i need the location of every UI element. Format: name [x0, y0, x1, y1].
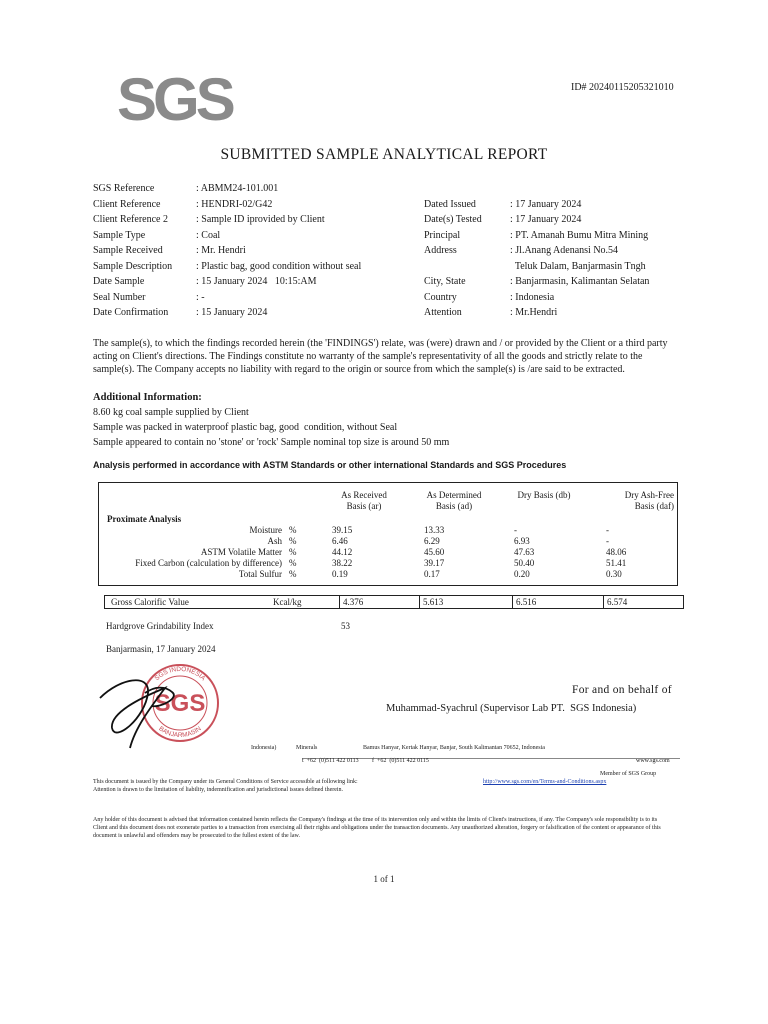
- meta-row: [0, 274, 768, 289]
- meta-value: : Indonesia: [510, 291, 555, 303]
- meta-value: : Sample ID iprovided by Client: [196, 214, 325, 225]
- meta-value: Teluk Dalam, Banjarmasin Tngh: [510, 260, 646, 272]
- value-ad: 6.29: [424, 536, 440, 546]
- value-ar: 6.46: [332, 536, 348, 546]
- gcv-label: Gross Calorific Value: [111, 597, 189, 607]
- hgi-label: Hardgrove Grindability Index: [106, 621, 214, 631]
- meta-row: [0, 243, 768, 258]
- meta-row: [0, 305, 768, 320]
- meta-row: [0, 212, 768, 227]
- footer-web: www.sgs.com: [636, 758, 670, 764]
- meta-value: : 15 January 2024: [196, 307, 268, 318]
- footer-fax: f +62 (0)511 422 0115: [372, 758, 429, 764]
- meta-value: : Banjarmasin, Kalimantan Selatan: [510, 276, 650, 287]
- sgs-logo: SGS: [117, 66, 232, 133]
- value-ar: 38.22: [332, 558, 353, 568]
- value-daf: -: [606, 536, 609, 546]
- meta-row: [0, 290, 768, 305]
- footer-phone: t +62 (0)511 422 0113: [302, 758, 359, 764]
- meta-label: Date Confirmation: [93, 307, 169, 318]
- value-daf: 48.06: [606, 547, 627, 557]
- param-name: Moisture: [249, 525, 282, 535]
- param-unit: %: [289, 547, 297, 557]
- terms-text: This document is issued by the Company under its General Conditions of Service accessible at following link:: [93, 779, 358, 785]
- stamp-center-text: SGS: [154, 690, 206, 717]
- meta-label: Attention: [424, 307, 462, 318]
- stamp-bottom-text: BANJARMASIN: [157, 725, 203, 739]
- footer-address: Bamus Hanyar, Kertak Hanyar, Banjar, South Kalimantan 70652, Indonesia: [363, 745, 545, 751]
- value-ad: 45.60: [424, 547, 445, 557]
- value-daf: 0.30: [606, 569, 622, 579]
- value-db: 0.20: [514, 569, 530, 579]
- hgi-value: 53: [341, 621, 350, 631]
- on-behalf-label: For and on behalf of: [572, 684, 672, 696]
- terms-link[interactable]: http://www.sgs.com/en/Terms-and-Conditions.aspx: [483, 779, 607, 785]
- signature-stamp: [90, 658, 300, 758]
- proximate-analysis-table: [98, 482, 678, 586]
- document-id: ID# 20240115205321010: [571, 82, 674, 93]
- meta-label: Country: [424, 291, 457, 303]
- meta-value: : Jl.Anang Adenansi No.54: [510, 245, 619, 256]
- meta-value: : -: [196, 291, 205, 303]
- disclaimer-paragraph: The sample(s), to which the findings recorded herein (the 'FINDINGS') relate, was (were) drawn and / or provided by the Client or a third party acting on Client's directions. The Findings constitute no warranty of the sample's representativity of all the goods and strictly relate to the sample(s). The Company accepts no liability with regard to the origin or source from which the sample(s) is /are said to be extracted.: [93, 338, 668, 375]
- meta-label: Address: [424, 245, 457, 256]
- gcv-row: [104, 595, 684, 609]
- param-unit: %: [289, 558, 297, 568]
- stamp-top-text: SGS INDONESIA: [153, 665, 207, 683]
- page-number: 1 of 1: [373, 874, 395, 884]
- meta-row: [0, 181, 420, 196]
- meta-label: Client Reference 2: [93, 214, 168, 225]
- meta-value: : Plastic bag, good condition without seal: [196, 260, 362, 272]
- signatory-name: Muhammad-Syachrul (Supervisor Lab PT. SGS Indonesia): [386, 703, 637, 714]
- value-db: 6.93: [514, 536, 530, 546]
- column-header-line: As Determined: [426, 490, 482, 500]
- table-row: [99, 536, 677, 547]
- param-name: ASTM Volatile Matter: [200, 547, 282, 557]
- column-header: [504, 490, 584, 501]
- additional-info-line: Sample was packed in waterproof plastic bag, good condition, without Seal: [93, 422, 398, 433]
- meta-label: Dated Issued: [424, 198, 476, 210]
- meta-label: SGS Reference: [93, 183, 155, 194]
- meta-label: Principal: [424, 229, 461, 241]
- value-db: 47.63: [514, 547, 535, 557]
- column-header-line: Basis (daf): [634, 501, 674, 511]
- meta-row: [0, 197, 768, 212]
- param-unit: %: [289, 525, 297, 535]
- table-row: [99, 558, 677, 569]
- report-title: SUBMITTED SAMPLE ANALYTICAL REPORT: [220, 146, 548, 163]
- value-daf: 51.41: [606, 558, 627, 568]
- meta-value: : 15 January 2024 10:15:AM: [196, 276, 317, 287]
- meta-label: Date Sample: [93, 276, 145, 287]
- meta-value: : ABMM24-101.001: [196, 183, 279, 194]
- meta-label: Client Reference: [93, 198, 161, 210]
- gcv-db: 6.516: [512, 596, 600, 608]
- meta-value: : 17 January 2024: [510, 198, 582, 210]
- meta-left: [0, 181, 768, 326]
- value-db: 50.40: [514, 558, 535, 568]
- meta-row: [0, 228, 768, 243]
- value-ad: 13.33: [424, 525, 445, 535]
- gcv-daf: 6.574: [603, 596, 683, 608]
- table-row: [99, 569, 677, 580]
- column-header-line: Dry Ash-Free: [624, 490, 674, 500]
- meta-value: : Mr. Hendri: [196, 245, 246, 256]
- column-header-line: Basis (ar): [346, 501, 382, 511]
- param-name: Fixed Carbon (calculation by difference): [135, 558, 282, 568]
- footer-division: Minerals: [296, 745, 318, 751]
- meta-label: City, State: [424, 276, 466, 287]
- column-header-line: As Received: [341, 490, 387, 500]
- column-header-line: Basis (ad): [435, 501, 473, 511]
- meta-row: [0, 259, 768, 274]
- value-daf: -: [606, 525, 609, 535]
- meta-label: Sample Type: [93, 229, 146, 241]
- param-name: Total Sulfur: [238, 569, 282, 579]
- meta-value: : 17 January 2024: [510, 214, 582, 225]
- footer-member: Member of SGS Group: [600, 771, 657, 777]
- place-date: Banjarmasin, 17 January 2024: [106, 644, 216, 654]
- column-header: [594, 490, 674, 512]
- gcv-ar: 4.376: [339, 596, 427, 608]
- analysis-heading: Analysis performed in accordance with ASTM Standards or other international Standards and SGS Procedures: [93, 460, 567, 470]
- value-ad: 39.17: [424, 558, 445, 568]
- meta-value: : HENDRI-02/G42: [196, 198, 273, 210]
- section-label: Proximate Analysis: [107, 514, 182, 524]
- param-unit: %: [289, 569, 297, 579]
- additional-info-line: 8.60 kg coal sample supplied by Client: [93, 407, 249, 418]
- column-header: [324, 490, 404, 512]
- param-name: Ash: [267, 536, 282, 546]
- additional-info-line: Sample appeared to contain no 'stone' or 'rock' Sample nominal top size is around 50 mm: [93, 437, 450, 448]
- value-ar: 44.12: [332, 547, 353, 557]
- meta-value: : PT. Amanah Bumu Mitra Mining: [510, 229, 649, 241]
- table-row: [99, 525, 677, 536]
- param-unit: %: [289, 536, 297, 546]
- meta-label: Sample Description: [93, 260, 173, 272]
- meta-value: : Mr.Hendri: [510, 307, 558, 318]
- meta-label: Date(s) Tested: [424, 214, 482, 225]
- value-ar: 0.19: [332, 569, 348, 579]
- additional-info-heading: Additional Information:: [93, 392, 202, 403]
- value-ad: 0.17: [424, 569, 440, 579]
- meta-value: : Coal: [196, 229, 221, 241]
- meta-label: Sample Received: [93, 245, 163, 256]
- meta-label: Seal Number: [93, 291, 146, 303]
- gcv-unit: Kcal/kg: [273, 597, 302, 607]
- gcv-ad: 5.613: [419, 596, 507, 608]
- footer-country: Indonesia): [251, 745, 277, 751]
- column-header: [414, 490, 494, 512]
- value-db: -: [514, 525, 517, 535]
- table-row: [99, 547, 677, 558]
- value-ar: 39.15: [332, 525, 353, 535]
- column-header-line: Dry Basis (db): [517, 490, 571, 500]
- holder-notice: Any holder of this document is advised that information contained herein reflects the Company's findings at the time of its intervention only and within the limits of Client's instructions, if any. The Company's sole responsibility is to its Client and this document does not exonerate parties to a transaction from exercising all their rights and obligations under the transaction documents. Any unauthorized alteration, forgery or falsification of the content or appearance of this document is unlawful and offenders may be prosecuted to the fullest extent of the law.: [93, 817, 661, 839]
- terms-attention: Attention is drawn to the limitation of liability, indemnification and jurisdictional issues defined therein.: [93, 787, 344, 793]
